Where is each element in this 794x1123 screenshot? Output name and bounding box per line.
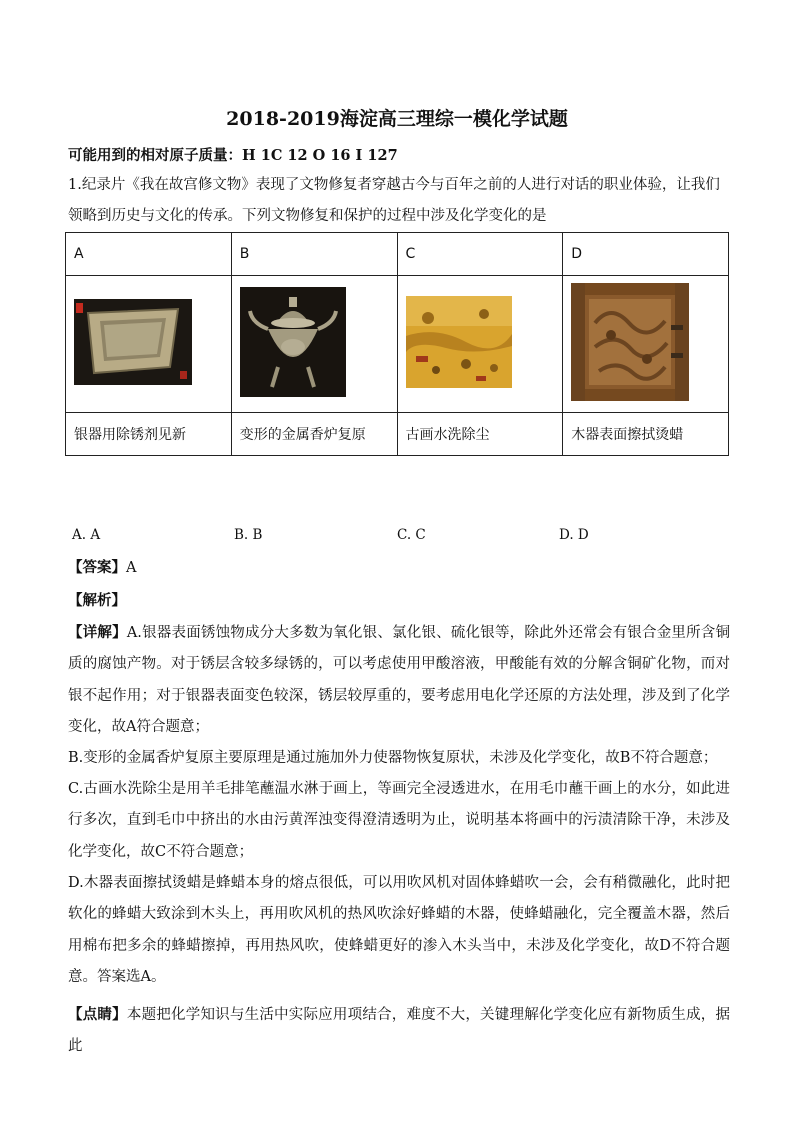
detail-b: B.变形的金属香炉复原主要原理是通过施加外力使器物恢复原状，未涉及化学变化，故B不符合题意； — [68, 750, 718, 766]
analysis-label: 【解析】 — [68, 592, 126, 609]
caption-c: 古画水洗除尘 — [397, 413, 563, 456]
image-cell-b — [231, 276, 397, 413]
incense-burner-image — [240, 287, 346, 397]
caption-b: 变形的金属香炉复原 — [231, 413, 397, 456]
silver-box-image — [74, 299, 192, 385]
options-table — [65, 232, 729, 456]
column-letter-a: A — [66, 233, 232, 276]
detail-label: 【详解】 — [68, 624, 127, 641]
question-stem: 1.纪录片《我在故宫修文物》表现了文物修复者穿越古今与百年之前的人进行对话的职业体验，让我们领略到历史与文化的传承。下列文物修复和保护的过程中涉及化学变化的是 — [68, 177, 720, 224]
option-a: A. A — [72, 527, 101, 543]
ancient-painting-image — [406, 296, 512, 388]
page-title: 2018-2019海淀高三理综一模化学试题 — [226, 108, 568, 130]
caption-a: 银器用除锈剂见新 — [66, 413, 232, 456]
option-b: B. B — [234, 527, 263, 543]
column-letter-d: D — [563, 233, 729, 276]
comment-label: 【点睛】 — [68, 1006, 127, 1023]
column-letter-b: B — [231, 233, 397, 276]
answer-label: 【答案】 — [68, 559, 126, 576]
detail-c: C.古画水洗除尘是用羊毛排笔蘸温水淋于画上，等画完全浸透进水，在用毛巾蘸干画上的水分，如此进行多次，直到毛巾中挤出的水由污黄浑浊变得澄清透明为止，说明基本将画中的污渍清除干净，未涉及化学变化，故C不符合题意； — [68, 781, 730, 860]
image-cell-c — [397, 276, 563, 413]
image-cell-a — [66, 276, 232, 413]
carved-wood-image — [571, 283, 689, 401]
option-c: C. C — [397, 527, 426, 543]
image-cell-d — [563, 276, 729, 413]
column-letter-c: C — [397, 233, 563, 276]
comment — [68, 999, 731, 1055]
comment-text: 本题把化学知识与生活中实际应用项结合，难度不大，关键理解化学变化应有新物质生成，据此 — [68, 1007, 731, 1055]
detail-d: D.木器表面擦拭烫蜡是蜂蜡本身的熔点很低，可以用吹风机对固体蜂蜡吹一会，会有稍微融化，此时把软化的蜂蜡大致涂到木头上，再用吹风机的热风吹涂好蜂蜡的木器，使蜂蜡融化，完全覆盖木器，然后用棉布把多余的蜂蜡擦掉，再用热风吹，使蜂蜡更好的渗入木头当中，未涉及化学变化，故D不符合题意。答案选A。 — [68, 875, 730, 985]
answer-line — [68, 558, 136, 578]
answer-value: A — [126, 560, 137, 576]
detail-a: 【详解】A.银器表面锈蚀物成分大多数为氧化银、氯化银、硫化银等，除此外还常会有银合金里所含铜质的腐蚀产物。对于锈层含较多绿锈的，可以考虑使用甲酸溶液，甲酸能有效的分解含铜矿化物，而对银不起作用；对于银器表面变色较深，锈层较厚重的，要考虑用电化学还原的方法处理，涉及到了化学变化，故A符合题意； — [68, 624, 731, 735]
caption-d: 木器表面擦拭烫蜡 — [563, 413, 729, 456]
option-d: D. D — [559, 527, 589, 543]
atomic-masses: 可能用到的相对原子质量：H 1C 12 O 16 I 127 — [68, 147, 398, 164]
